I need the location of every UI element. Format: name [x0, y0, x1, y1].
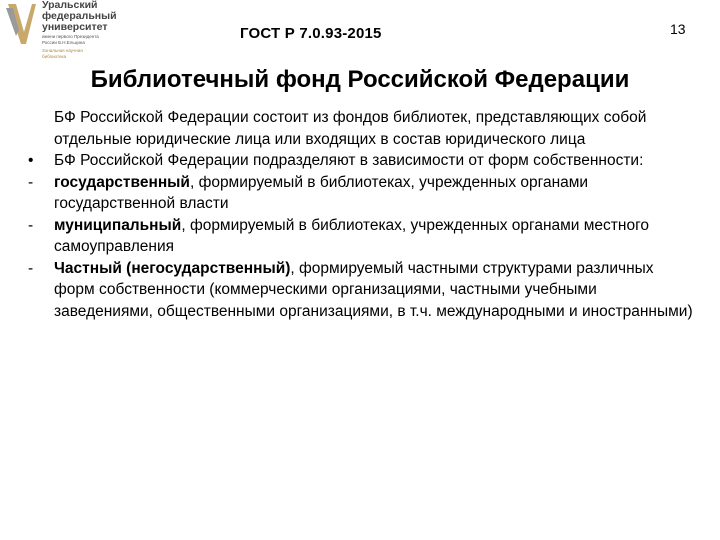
header-title: ГОСТ Р 7.0.93-2015: [240, 25, 382, 42]
urfu-emblem-icon: [4, 2, 38, 46]
dash-bold: государственный: [54, 173, 190, 191]
logo-subtitle: [42, 34, 112, 45]
dash-text: [54, 258, 696, 323]
content-body: [26, 107, 696, 322]
dash-body: , формируемый в библиотеках, учрежденных органами государственной власти: [54, 173, 589, 212]
dash-text: [54, 215, 696, 258]
university-logo: [4, 0, 124, 62]
paragraph-marker: [26, 107, 54, 150]
dash-marker: -: [28, 216, 34, 234]
logo-small-1: имени первого Президента: [42, 34, 99, 39]
page-number: 13: [670, 21, 686, 37]
paragraph-text: [54, 107, 696, 150]
dash-bold: Частный (негосударственный): [54, 259, 291, 277]
dash-body: , формируемый в библиотеках, учрежденных органами местного самоуправления: [54, 216, 649, 255]
dash-marker: -: [28, 259, 34, 277]
dash-text: [54, 172, 696, 215]
dash-marker: -: [28, 173, 34, 191]
dash-body: , формируемый частными структурами различных форм собственности (коммерческими организациями, частными учебными заведениями, общественными организациями, в т.ч. международными и иностранными): [54, 259, 693, 320]
dash-bold: муниципальный: [54, 216, 182, 234]
bullet-body: БФ Российской Федерации подразделяют в зависимости от форм собственности:: [54, 152, 644, 169]
dash-item-state: [26, 172, 696, 215]
page-title: Библиотечный фонд Российской Федерации: [90, 66, 630, 93]
logo-line-1: Уральский: [42, 0, 98, 11]
logo-library: [42, 48, 112, 59]
logo-line-2: федеральный: [42, 10, 117, 22]
dash-item-municipal: [26, 215, 696, 258]
logo-gold-1: Зональная научная: [42, 48, 83, 53]
logo-small-2: России Б.Н.Ельцина: [42, 39, 85, 45]
bullet-item: [26, 150, 696, 172]
dash-item-private: [26, 258, 696, 323]
logo-gold-2: библиотека: [42, 53, 67, 59]
logo-line-3: университет: [42, 21, 108, 33]
bullet-text: [54, 150, 696, 172]
logo-name: [42, 0, 122, 33]
bullet-marker: •: [28, 152, 34, 169]
paragraph-body: БФ Российской Федерации состоит из фондов библиотек, представляющих собой отдельные юридические лица или входящих в состав юридического лица: [54, 109, 647, 148]
paragraph-intro: [26, 107, 696, 150]
